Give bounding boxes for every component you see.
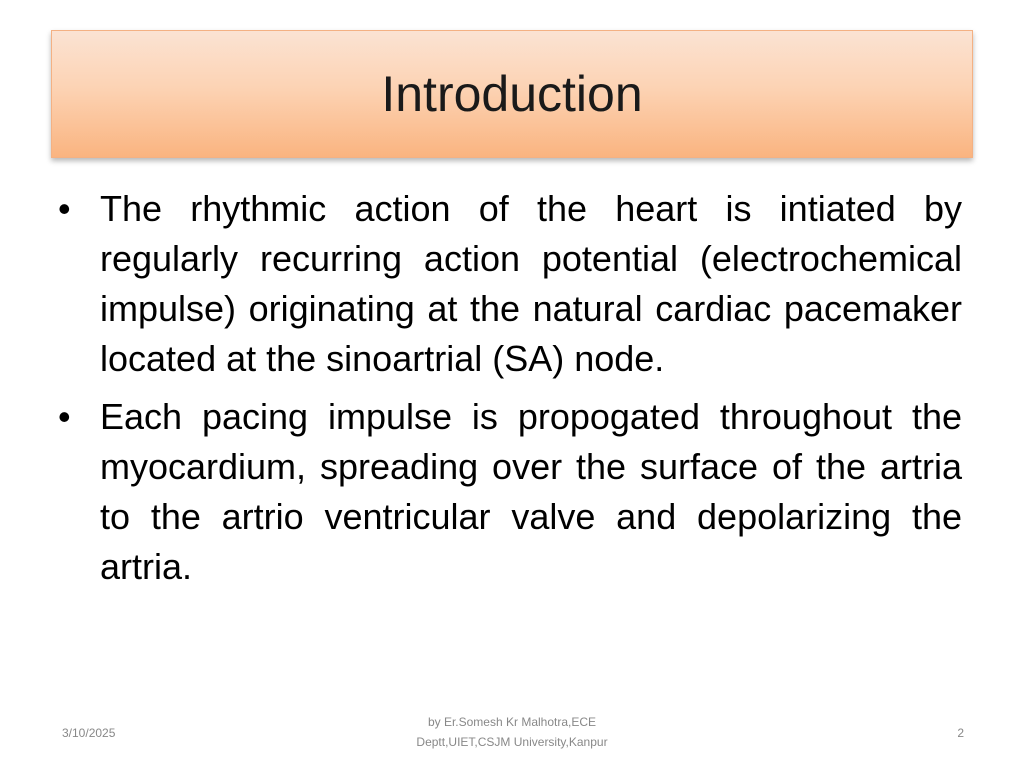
bullet-icon: • xyxy=(58,396,71,437)
footer-author xyxy=(362,712,662,752)
bullet-text: Each pacing impulse is propogated throughout the myocardium, spreading over the surface of the artria to the artrio ventricular valve and depolarizing the artria. xyxy=(100,396,962,587)
footer-author-line1: by Er.Somesh Kr Malhotra,ECE xyxy=(427,715,597,729)
bullet-list xyxy=(58,184,962,600)
page-number: 2 xyxy=(957,726,964,740)
bullet-item xyxy=(58,392,962,592)
bullet-text: The rhythmic action of the heart is intiated by regularly recurring action potential (electrochemical impulse) originating at the natural cardiac pacemaker located at the sinoartrial (SA) node. xyxy=(100,188,962,379)
bullet-item xyxy=(58,184,962,384)
footer-author-line2: Deptt,UIET,CSJM University,Kanpur xyxy=(416,735,608,749)
footer-date: 3/10/2025 xyxy=(62,726,116,740)
title-box xyxy=(51,30,973,158)
slide-title: Introduction xyxy=(381,66,643,122)
bullet-icon: • xyxy=(58,188,71,229)
